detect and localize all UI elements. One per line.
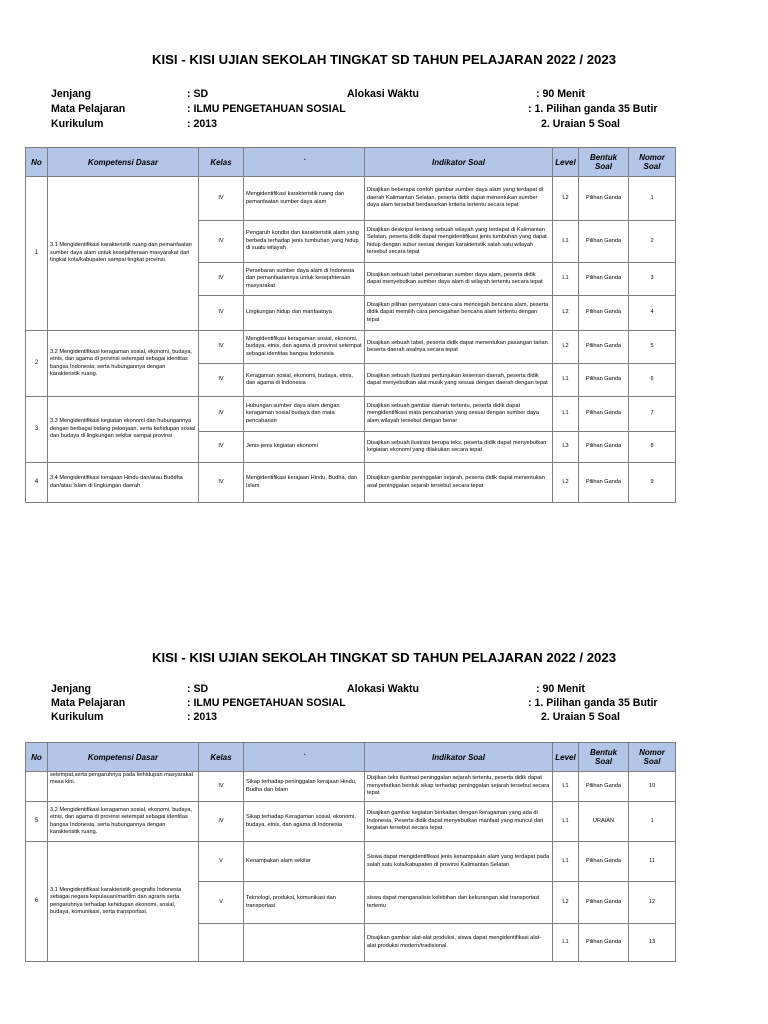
cell-kelas: V bbox=[199, 842, 244, 882]
cell-kelas: V bbox=[199, 882, 244, 924]
jenjang-label: Jenjang bbox=[51, 88, 92, 100]
bentuk-soal-1: : 1. Pilihan ganda 35 Butir bbox=[528, 103, 658, 115]
cell-nomor-soal: 8 bbox=[629, 432, 676, 463]
kisi-table-page-1 bbox=[25, 147, 676, 503]
cell-nomor-soal: 11 bbox=[629, 842, 676, 882]
cell-nomor-soal: 6 bbox=[629, 364, 676, 397]
cell-bentuk-soal: Pilihan Ganda bbox=[579, 882, 629, 924]
alokasi-value: : 90 Menit bbox=[536, 88, 585, 100]
cell-level: L2 bbox=[553, 331, 579, 364]
cell-kompetensi-dasar: 3.3 Mengidentifikasi kegiatan ekonomi dan hubungannya dengan berbagai bidang pekerjaan, serta kehidupan sosial dan budaya di lingkungan sekitar sampai provinsi bbox=[48, 397, 199, 463]
cell-bentuk-soal: Pilihan Ganda bbox=[579, 924, 629, 962]
cell-bentuk-soal: Pilihan Ganda bbox=[579, 432, 629, 463]
table-row bbox=[26, 772, 676, 802]
cell-no bbox=[26, 772, 48, 802]
cell-kelas: IV bbox=[199, 772, 244, 802]
header-level: Level bbox=[553, 743, 579, 772]
cell-indikator: Disajikan deskripsi tentang sebuah wilayah yang terdapat di Kalimantan Selatan, peserta didik dapat mengidentifikasi jenis tumbuhan yang dapat hidup dengan subur sesuai dengan karakteristik salah satu wilayah tersebut secara tepat bbox=[365, 221, 553, 263]
jenjang-value: : SD bbox=[187, 88, 209, 100]
table-row bbox=[26, 397, 676, 432]
cell-kelas bbox=[199, 924, 244, 962]
cell-materi: Pengaruh kondisi dan karakteristik alam yang berbeda terhadap jenis tumbuhan yang hidup di suatu wilayah bbox=[244, 221, 365, 263]
mapel-label: Mata Pelajaran bbox=[51, 103, 126, 115]
cell-indikator: Disajikan sebuah tabel persebaran sumber daya alam, peserta didik dapat menyebutkan sumber daya alam di wilayah tertentu secara tepat bbox=[365, 263, 553, 296]
cell-nomor-soal: 3 bbox=[629, 263, 676, 296]
cell-materi: Persebaran sumber daya alam di Indonesia dan pemanfaatannya untuk kesejahteraan masyarakat bbox=[244, 263, 365, 296]
cell-level: L1 bbox=[553, 924, 579, 962]
table-clip-2 bbox=[0, 742, 768, 1024]
cell-no: 6 bbox=[26, 842, 48, 962]
document-page-2 bbox=[0, 595, 768, 1024]
cell-level: L1 bbox=[553, 842, 579, 882]
cell-indikator: Disajikan gambar kegiatan berkaitan dengan keragaman yang ada di Indonesia, Peserta didik dapat menyebutkan manfaat yang muncul dari kegiatan tersebut secara tepat bbox=[365, 802, 553, 842]
header-kompetensi-dasar: Kompetensi Dasar bbox=[48, 743, 199, 772]
cell-bentuk-soal: Pilihan Ganda bbox=[579, 263, 629, 296]
cell-nomor-soal: 9 bbox=[629, 463, 676, 503]
cell-bentuk-soal: Pilihan Ganda bbox=[579, 842, 629, 882]
header-kelas: Kelas bbox=[199, 743, 244, 772]
cell-indikator: Disjikan teks ilustrasi peninggalan sejarah tertentu, peserta didik dapat menyebutkan bentuk sikap terhadap peninggalan sejarah tersebut secara tepat bbox=[365, 772, 553, 802]
cell-kelas: IV bbox=[199, 364, 244, 397]
cell-materi: Teknologi, produksi, komunikasi dan transportasi bbox=[244, 882, 365, 924]
table-row bbox=[26, 331, 676, 364]
cell-materi: Mengidentifikasi kerajaan Hindu, Budha, dan Islam bbox=[244, 463, 365, 503]
cell-nomor-soal: 13 bbox=[629, 924, 676, 962]
cell-indikator: siswa dapat menganalisis kelebihan dan kekurangan alat transportasi tertentu bbox=[365, 882, 553, 924]
header-bentuk-soal: Bentuk Soal bbox=[579, 743, 629, 772]
cell-materi: Sikap terhadap peninggalan kerajaan Hindu, Budha dan Islam bbox=[244, 772, 365, 802]
cell-no: 3 bbox=[26, 397, 48, 463]
cell-kelas: IV bbox=[199, 432, 244, 463]
cell-kelas: IV bbox=[199, 331, 244, 364]
cell-level: L2 bbox=[553, 882, 579, 924]
cell-indikator: Siswa dapat mengidentifikasi jenis kenampakan alam yang terdapat pada salah satu kota/kabupaten di provinsi Kalimantan Selatan bbox=[365, 842, 553, 882]
cell-indikator: Disajikan pilihan pernyataan cara-cara mencegah bencana alam, peserta didik dapat memilih cara pencegahan bencana alam tertentu dengan tepat bbox=[365, 296, 553, 331]
jenjang-value: : SD bbox=[187, 683, 209, 695]
cell-materi: Mengidentifikasi karakteristik ruang dan pemanfaatan sumber daya alam bbox=[244, 177, 365, 221]
cell-bentuk-soal: Pilihan Ganda bbox=[579, 364, 629, 397]
cell-indikator: Disajikan gambar alat-alat produksi, siswa dapat mengidentifikasi alat-alat produksi modern/tradisional. bbox=[365, 924, 553, 962]
mapel-value: : ILMU PENGETAHUAN SOSIAL bbox=[187, 697, 346, 709]
cell-indikator: Disajikan sebuah tabel, peserta didik dapat menentukan pasangan tarian beserta daerah asalnya secara tepat bbox=[365, 331, 553, 364]
cell-kompetensi-dasar: 3.2 Mengidentifikasi keragaman sosial, ekonomi, budaya, etnis, dan agama di provinsi setempat sebagai identitas bangsa Indonesia; serta hubungannya dengan karakteristik ruang. bbox=[48, 331, 199, 397]
cell-indikator: Disajikan gambar peninggalan sejarah, peserta didik dapat menentukan asal peninggalan sejarah tersebut secara tepat bbox=[365, 463, 553, 503]
cell-kelas: IV bbox=[199, 397, 244, 432]
cell-nomor-soal: 1 bbox=[629, 802, 676, 842]
cell-indikator: Disajikan sebuah gambar daerah tertentu, peserta didik dapat mengidentifikasi mata pencaharian yang sesuai dengan sumber daya alam wilayah tersebut dengan benar bbox=[365, 397, 553, 432]
table-row bbox=[26, 463, 676, 503]
cell-kompetensi-dasar: setempat,serta pengaruhnya pada kehidupan masyarakat masa kini. bbox=[48, 772, 199, 802]
table-row bbox=[26, 177, 676, 221]
header-materi: ` bbox=[244, 148, 365, 177]
kurikulum-value: : 2013 bbox=[187, 711, 218, 723]
header-indikator-soal: Indikator Soal bbox=[365, 148, 553, 177]
cell-materi: Hubungan sumber daya alam dengan keragaman sosial budaya dan mata pencaharian bbox=[244, 397, 365, 432]
header-no: No bbox=[26, 743, 48, 772]
cell-nomor-soal: 1 bbox=[629, 177, 676, 221]
table-clip-1 bbox=[0, 147, 768, 505]
cell-nomor-soal: 12 bbox=[629, 882, 676, 924]
cell-indikator: Disajikan beberapa contoh gambar sumber daya alam yang terdapat di daerah Kalimantan Selatan, peserta didik dapat menentukan sumber daya alam tersebut berdasarkan kriteria tertentu secara tepat bbox=[365, 177, 553, 221]
kurikulum-label: Kurikulum bbox=[51, 118, 104, 130]
kisi-table-page-2 bbox=[25, 742, 676, 962]
cell-indikator: Disajikan sebuah ilustrasi pertunjukan kesenian daerah, peserta didik dapat menyebutkan alat musik yang sesuai dengan daerah dengan tepat bbox=[365, 364, 553, 397]
cell-kelas: IV bbox=[199, 296, 244, 331]
cell-nomor-soal: 4 bbox=[629, 296, 676, 331]
cell-materi: Sikap terhadap Keragaman sosial, ekonomi, budaya, etnis, dan agama di Indonesia bbox=[244, 802, 365, 842]
cell-kelas: IV bbox=[199, 463, 244, 503]
mapel-value: : ILMU PENGETAHUAN SOSIAL bbox=[187, 103, 346, 115]
cell-no: 1 bbox=[26, 177, 48, 331]
cell-kelas: IV bbox=[199, 177, 244, 221]
cell-level: L1 bbox=[553, 772, 579, 802]
cell-kompetensi-dasar: 3.1 Mengidentifikasi karakteristik ruang dan pemanfaatan sumber daya alam untuk kesejahteraan masyarakat dari tingkat kota/kabupaten sampai tingkat provinsi. bbox=[48, 177, 199, 331]
bentuk-soal-2: 2. Uraian 5 Soal bbox=[541, 711, 620, 723]
cell-kompetensi-dasar: 3.4 Mengidentifikasi kerajaan Hindu dan/atau Buddha dan/atau Islam di lingkungan daerah bbox=[48, 463, 199, 503]
jenjang-label: Jenjang bbox=[51, 683, 92, 695]
cell-level: L1 bbox=[553, 397, 579, 432]
cell-bentuk-soal: Pilihan Ganda bbox=[579, 772, 629, 802]
cell-materi: Kenampakan alam sekitar bbox=[244, 842, 365, 882]
document-page-1 bbox=[0, 0, 768, 505]
alokasi-value: : 90 Menit bbox=[536, 683, 585, 695]
cell-bentuk-soal: Pilihan Ganda bbox=[579, 397, 629, 432]
alokasi-label: Alokasi Waktu bbox=[347, 683, 420, 695]
cell-bentuk-soal: Pilihan Ganda bbox=[579, 177, 629, 221]
cell-materi: Keragaman sosial, ekonomi, budaya, etnis, dan agama di Indonesia bbox=[244, 364, 365, 397]
cell-no: 2 bbox=[26, 331, 48, 397]
cell-nomor-soal: 2 bbox=[629, 221, 676, 263]
header-nomor-soal: Nomor Soal bbox=[629, 148, 676, 177]
bentuk-soal-2: 2. Uraian 5 Soal bbox=[541, 118, 620, 130]
page-gap bbox=[0, 505, 768, 595]
cell-level: L1 bbox=[553, 221, 579, 263]
alokasi-label: Alokasi Waktu bbox=[347, 88, 420, 100]
bentuk-soal-1: : 1. Pilihan ganda 35 Butir bbox=[528, 697, 658, 709]
cell-bentuk-soal: Pilihan Ganda bbox=[579, 331, 629, 364]
cell-nomor-soal: 10 bbox=[629, 772, 676, 802]
cell-kompetensi-dasar: 3.1 Mengidentifikasi karakteristik geografis Indonesia sebagai negara kepulauan/maritim dan agraris serta pengaruhnya terhadap kehidupan ekonomi, sosial, budaya, komunikasi, serta transportasi. bbox=[48, 842, 199, 962]
cell-kelas: IV bbox=[199, 221, 244, 263]
cell-level: L2 bbox=[553, 177, 579, 221]
cell-level: L1 bbox=[553, 802, 579, 842]
header-indikator-soal: Indikator Soal bbox=[365, 743, 553, 772]
cell-level: L2 bbox=[553, 463, 579, 503]
header-no: No bbox=[26, 148, 48, 177]
cell-kompetensi-dasar: 3.2 Mengidentifikasi keragaman sosial, ekonomi, budaya, etnis, dan agama di provinsi setempat sebagai identitas bangsa Indonesia, serta hubungannya dengan karakteristik ruang. bbox=[48, 802, 199, 842]
document-title: KISI - KISI UJIAN SEKOLAH TINGKAT SD TAHUN PELAJARAN 2022 / 2023 bbox=[151, 52, 617, 67]
table-row bbox=[26, 842, 676, 882]
mapel-label: Mata Pelajaran bbox=[51, 697, 126, 709]
kurikulum-label: Kurikulum bbox=[51, 711, 104, 723]
cell-kelas: IV bbox=[199, 802, 244, 842]
cell-no: 4 bbox=[26, 463, 48, 503]
cell-level: L1 bbox=[553, 364, 579, 397]
cell-level: L1 bbox=[553, 263, 579, 296]
cell-level: L3 bbox=[553, 432, 579, 463]
cell-nomor-soal: 7 bbox=[629, 397, 676, 432]
cell-no: 5 bbox=[26, 802, 48, 842]
cell-bentuk-soal: URAIAN bbox=[579, 802, 629, 842]
cell-nomor-soal: 5 bbox=[629, 331, 676, 364]
header-bentuk-soal: Bentuk Soal bbox=[579, 148, 629, 177]
cell-bentuk-soal: Pilihan Ganda bbox=[579, 296, 629, 331]
kurikulum-value: : 2013 bbox=[187, 118, 218, 130]
cell-bentuk-soal: Pilihan Ganda bbox=[579, 221, 629, 263]
header-nomor-soal: Nomor Soal bbox=[629, 743, 676, 772]
cell-kelas: IV bbox=[199, 263, 244, 296]
cell-materi: Jenis-jenis kegiatan ekonomi bbox=[244, 432, 365, 463]
cell-materi: Mengidentifikasi keragaman sosial, ekonomi, budaya, etnis, dan agama di provinsi setempat sebagai identitas bangsa Indonesia bbox=[244, 331, 365, 364]
document-title: KISI - KISI UJIAN SEKOLAH TINGKAT SD TAHUN PELAJARAN 2022 / 2023 bbox=[151, 650, 617, 665]
cell-level: L2 bbox=[553, 296, 579, 331]
header-kompetensi-dasar: Kompetensi Dasar bbox=[48, 148, 199, 177]
header-level: Level bbox=[553, 148, 579, 177]
header-materi: ` bbox=[244, 743, 365, 772]
cell-bentuk-soal: Pilihan Ganda bbox=[579, 463, 629, 503]
cell-materi: Lingkungan hidup dan manfaatnya bbox=[244, 296, 365, 331]
cell-materi bbox=[244, 924, 365, 962]
header-kelas: Kelas bbox=[199, 148, 244, 177]
table-row bbox=[26, 802, 676, 842]
cell-indikator: Disajikan sebuah ilustrasi berupa teks, peserta didik dapat menyebutkan kegiatan ekonomi yang dilakukan secara tepat bbox=[365, 432, 553, 463]
